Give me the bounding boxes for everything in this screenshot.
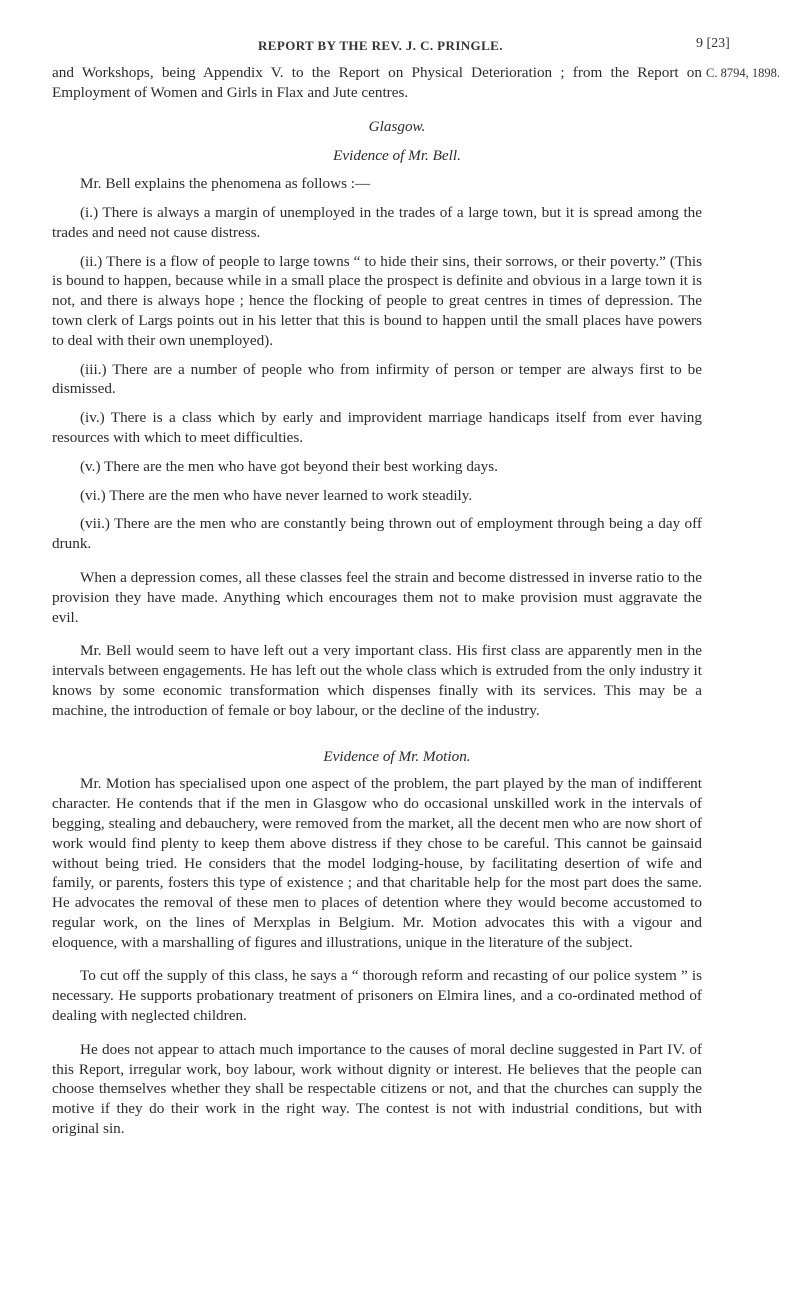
list-item: (v.) There are the men who have got beyond their best working days.	[80, 457, 498, 475]
paragraph: To cut off the supply of this class, he says a “ thorough reform and recasting of our police system ” is necessary. He supports probationary treatment of prisoners on Elmira lines, and a co-ordinated method of dealing with neglected children.	[52, 967, 702, 1025]
page-number: 9 [23]	[696, 36, 730, 51]
list-item: (vii.) There are the men who are constantly being thrown out of employment through being a day off drunk.	[52, 515, 702, 553]
paragraph: Mr. Bell would seem to have left out a very important class. His first class are apparently men in the intervals between engagements. He has left out the whole class which is extruded from the only industry it knows by some economic transformation which dispenses finally with its services. This may be a machine, the introduction of female or boy labour, or the decline of the industry.	[52, 642, 702, 719]
list-item: (iii.) There are a number of people who from infirmity of person or temper are always first to be dismissed.	[52, 360, 702, 398]
running-header: REPORT BY THE REV. J. C. PRINGLE.	[258, 38, 503, 53]
heading-evidence-motion: Evidence of Mr. Motion.	[323, 747, 471, 765]
body-text	[52, 63, 702, 1139]
margin-reference: C. 8794, 1898.	[706, 66, 780, 80]
intro-paragraph: and Workshops, being Appendix V. to the Report on Physical Deterioration ; from the Report on Employment of Women and Girls in Flax and Jute centres.	[52, 64, 702, 101]
list-item: (ii.) There is a flow of people to large towns “ to hide their sins, their sorrows, or their poverty.” (This is bound to happen, because while in a small place the prospect is definite and obvious in a large town it is not, and there is always hope ; hence the flocking of people to great centres in times of depression. The town clerk of Largs points out in his letter that this is bound to happen until the small places have powers to deal with their own unemployed).	[52, 252, 702, 349]
list-item: (iv.) There is a class which by early and improvident marriage handicaps itself from ever having resources with which to meet difficulties.	[52, 409, 702, 446]
heading-evidence-bell: Evidence of Mr. Bell.	[333, 147, 461, 165]
paragraph: Mr. Motion has specialised upon one aspect of the problem, the part played by the man of indifferent character. He contends that if the men in Glasgow who do occasional unskilled work in the intervals of begging, stealing and debauchery, were removed from the market, all the decent men who are now short of work would find plenty to keep them above distress if they chose to be careful. This cannot be gainsaid without being tried. He considers that the model lodging-house, by facilitating desertion of wife and family, or parents, fosters this type of existence ; and that charitable help for the most part does the same. He advocates the removal of these men to places of detention where they would become accustomed to regular work, on the lines of Merxplas in Belgium. Mr. Motion advocates this with a vigour and eloquence, with a marshalling of figures and illustrations, unique in the literature of the subject.	[52, 775, 702, 951]
list-item: (i.) There is always a margin of unemployed in the trades of a large town, but it is spread among the trades and need not cause distress.	[52, 203, 702, 241]
bell-lead-paragraph: Mr. Bell explains the phenomena as follows :—	[80, 175, 371, 193]
paragraph: When a depression comes, all these classes feel the strain and become distressed in inverse ratio to the provision they have made. Anything which encourages them not to make provision must aggravate the evil.	[52, 568, 702, 626]
list-item: (vi.) There are the men who have never learned to work steadily.	[80, 486, 473, 504]
section-heading-glasgow: Glasgow.	[368, 117, 426, 135]
paragraph: He does not appear to attach much importance to the causes of moral decline suggested in Part IV. of this Report, irregular work, boy labour, work without dignity or interest. He believes that the people can choose themselves whether they shall be respectable citizens or not, and that the churches can supply the motive if they do their work in the right way. The contest is not with industrial conditions, but with original sin.	[52, 1040, 702, 1138]
